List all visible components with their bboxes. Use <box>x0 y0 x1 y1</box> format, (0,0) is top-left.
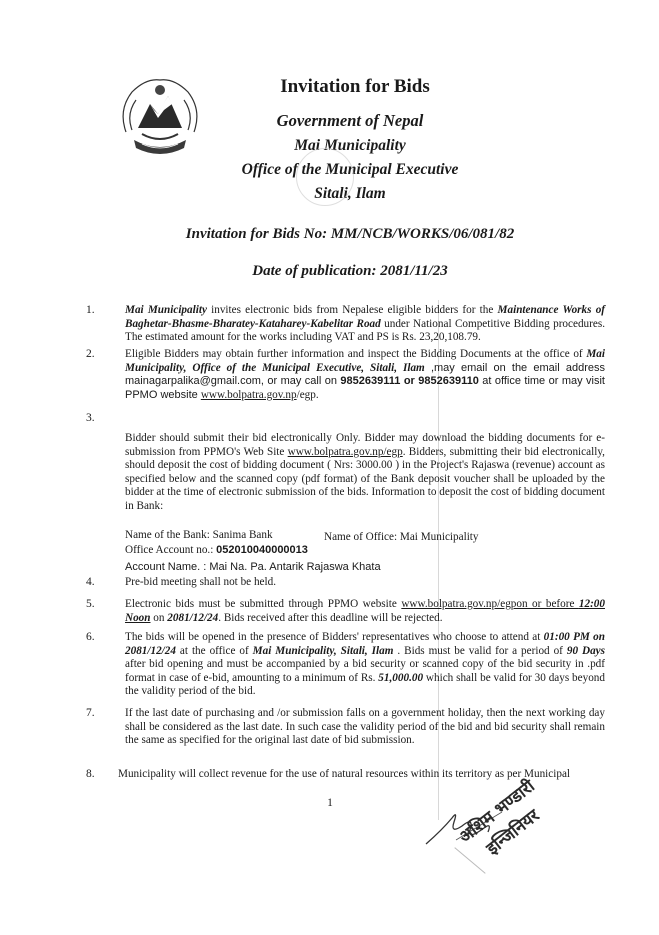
paragraph-6: The bids will be opened in the presence of Bidders' representatives who choose to attend at 01:00 PM on 2081/12/24 at the office of Mai Municipality, Sitali, Ilam . Bids must be valid for a period of 90 Days after bid opening and must be accompanied by a bid security or scanned copy of the bid security in .pdf format in case of e-bid, amounting to a minimum of Rs. 51,000.00 which shall be valid for 30 days beyond the validity period of the bid. <box>125 631 605 698</box>
page-number: 1 <box>327 797 333 809</box>
paragraph-8: Municipality will collect revenue for the use of natural resources within its territory as per Municipal <box>118 768 571 780</box>
header-location: Sitali, Ilam <box>314 185 386 202</box>
item-number-1: 1. <box>86 304 95 316</box>
header-office: Office of the Municipal Executive <box>241 161 459 178</box>
item-number-5: 5. <box>86 598 95 610</box>
paragraph-2: Eligible Bidders may obtain further information and inspect the Bidding Documents at the office of Mai Municipality, Office of the Municipal Executive, Sitali, Ilam ,may email on the email address mainagarpalika@gmail.com, or may call on 9852639111 or 9852639110 at office time or may visit PPMO website www.bolpatra.gov.np/egp. <box>125 348 605 401</box>
item-number-8: 8. <box>86 768 95 780</box>
ppmo-link[interactable]: www.bolpatra.gov.np <box>200 388 297 401</box>
engineer-stamp: अशिम भण्डारी इन्जिनियर <box>455 776 544 860</box>
publication-date: Date of publication: 2081/11/23 <box>252 263 448 279</box>
item-number-4: 4. <box>86 576 95 588</box>
paragraph-7: If the last date of purchasing and /or submission falls on a government holiday, then the next working day shall be considered as the last date. In such case the validity period of the bid and bid security shall remain the same as specified for the original last date of bid submission. <box>125 707 605 747</box>
paragraph-1: Mai Municipality invites electronic bids from Nepalese eligible bidders for the Maintenance Works of Baghetar-Bhasme-Bharatey-Katahareу-Kabelitar Road under National Competitive Bidding procedures. The estimated amount for the works including VAT and PS is Rs. 23,20,108.79. <box>125 304 606 344</box>
paragraph-4: Pre-bid meeting shall not be held. <box>125 576 276 588</box>
account-number: Office Account no.: 052010040000013 <box>125 544 308 556</box>
item-number-3: 3. <box>86 412 95 424</box>
document-title: Invitation for Bids <box>280 76 430 97</box>
account-name: Account Name. : Mai Na. Pa. Antarik Rajaswa Khata <box>125 561 381 573</box>
egp-link[interactable]: www.bolpatra.gov.np/egp <box>287 445 403 458</box>
bank-name: Name of the Bank: Sanima Bank <box>125 529 273 541</box>
header-government: Government of Nepal <box>276 111 424 130</box>
ifb-number: Invitation for Bids No: MM/NCB/WORKS/06/081/82 <box>185 226 515 242</box>
paragraph-5: Electronic bids must be submitted through PPMO website www.bolpatra.gov.np/egpon or before 12:00 Noon on 2081/12/24. Bids received after this deadline will be rejected. <box>125 598 605 624</box>
paragraph-3: Bidder should submit their bid electronically Only. Bidder may download the bidding documents for e-submission from PPMO's Web Site www.bolpatra.gov.np/egp. Bidders, submitting their bid electronically, should deposit the cost of bidding document ( Nrs: 3000.00 ) in the Project's Rajaswa (revenue) account as specified below and the scanned copy (pdf format) of the Bank deposit voucher shall be uploaded by the bidder at the time of electronic submission of the bids. Information to deposit the cost of bidding document in Bank: <box>125 432 605 512</box>
item-number-2: 2. <box>86 348 95 360</box>
header-municipality: Mai Municipality <box>294 137 406 154</box>
government-emblem <box>112 70 208 170</box>
office-name: Name of Office: Mai Municipality <box>324 531 479 543</box>
egpon-link[interactable]: www.bolpatra.gov.np/egpon or before <box>401 598 579 610</box>
office-stamp <box>296 148 354 206</box>
item-number-7: 7. <box>86 707 95 719</box>
item-number-6: 6. <box>86 631 95 643</box>
